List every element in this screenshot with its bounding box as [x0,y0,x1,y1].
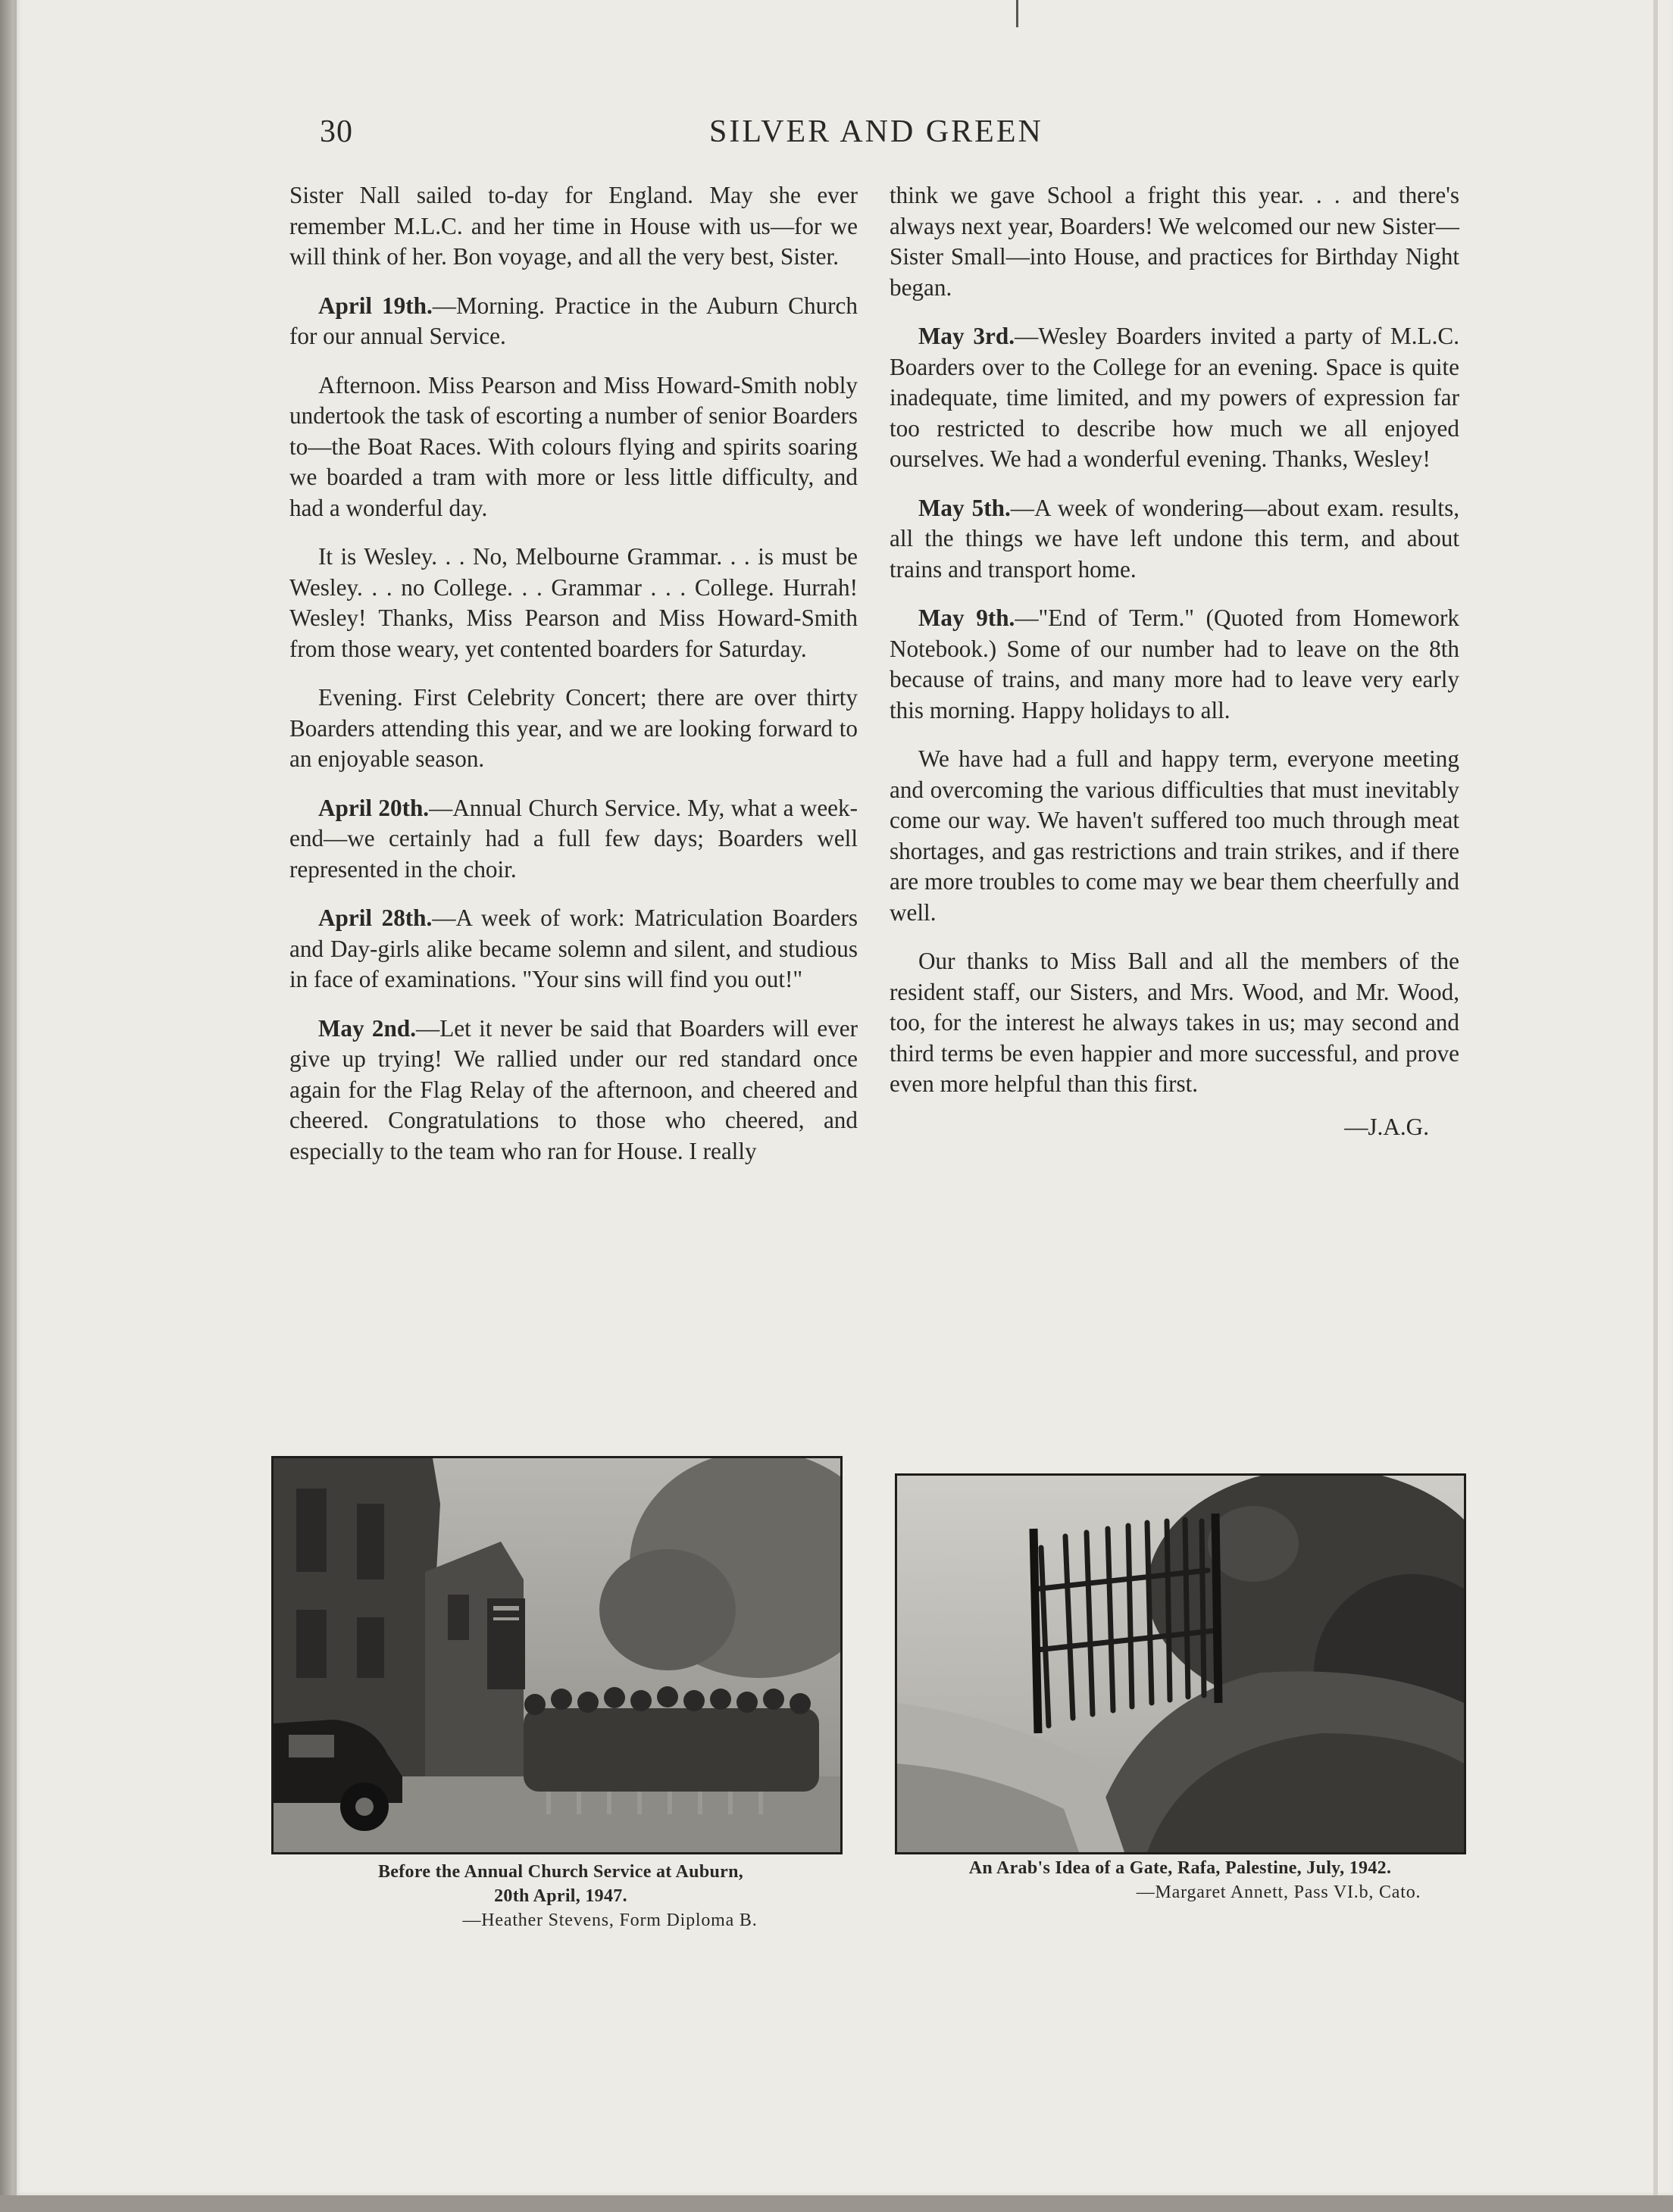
paragraph-text: Afternoon. Miss Pearson and Miss Howard-Smith nobly undertook the task of escorting a number of senior Boarders to—the Boat Races. With colours flying and spirits soaring we boarded a tram with more or less little difficulty, and had a wonderful day. [289,371,858,521]
paragraph-text: —"End of Term." (Quoted from Homework Notebook.) Some of our number had to leave on the 8th because of trains, and many more had to leave very early this morning. Happy holidays to all. [890,605,1459,723]
entry-date: May 9th. [918,605,1015,631]
photo-church-service [271,1456,843,1854]
paragraph-text: —A week of wondering—about exam. results, all the things we have left undone this term, and about trains and transport home. [890,494,1460,583]
paragraph [289,542,858,664]
binding-edge [0,0,14,2212]
paragraph [289,793,858,886]
right-column [890,180,1459,1161]
entry-date: May 3rd. [918,323,1015,349]
left-column [289,180,858,1185]
paragraph [890,180,1459,303]
paragraph-text: Evening. First Celebrity Concert; there are over thirty Boarders attending this year, and we are looking forward to an enjoyable season. [289,684,858,772]
paragraph [289,291,858,352]
entry-date: May 5th. [918,494,1011,521]
entry-date: April 28th. [318,904,433,931]
paragraph [890,493,1459,586]
photo-church-image [274,1458,840,1852]
paragraph-text: We have had a full and happy term, everyone meeting and overcoming the various difficulties that must inevitably come our way. We haven't suffered too much through meat shortages, and gas restrictions and train strikes, and if there are more troubles to come may we bear them cheerfully and well. [890,745,1459,926]
paragraph-text: think we gave School a fright this year. . . and there's always next year, Boarders! We welcomed our new Sister—Sister Small—into House, and practices for Birthday Night began. [890,182,1459,301]
caption-title: Before the Annual Church Service at Auburn, [377,1862,744,1882]
photo-gate-image [897,1476,1464,1852]
signature: —J.A.G. [1344,1113,1429,1140]
paragraph-text: Our thanks to Miss Ball and all the members of the resident staff, our Sisters, and Mrs. Wood, and Mr. Wood, too, for the interest he always takes in us; may second and third terms be even happier and more successful, and prove even more helpful than this first. [890,948,1459,1097]
entry-date: April 19th. [318,292,433,319]
caption-title: An Arab's Idea of a Gate, Rafa, Palestine, July, 1942. [968,1858,1392,1878]
paragraph-text: —Let it never be said that Boarders will ever give up trying! We rallied under our red standard once again for the Flag Relay of the afternoon, and cheered and cheered. Congratulations to those who cheered, and especially to the team who ran for House. I really [289,1014,858,1164]
paragraph [289,180,858,273]
caption-date: 20th April, 1947. [494,1886,627,1906]
page-edge [1653,0,1658,2212]
entry-date: April 20th. [318,794,430,821]
photo-arab-gate [895,1473,1466,1854]
crop-mark [1016,0,1018,27]
paragraph [890,321,1459,475]
entry-date: May 2nd. [318,1014,417,1042]
paragraph [890,946,1459,1100]
page-title: SILVER AND GREEN [709,114,1043,149]
bottom-edge [0,2195,1673,2212]
paragraph [289,683,858,775]
paragraph [289,1014,858,1167]
paragraph [289,903,858,995]
photo-credit: —Margaret Annett, Pass VI.b, Cato. [1136,1882,1421,1902]
page-number: 30 [320,114,353,149]
paragraph-text: —Wesley Boarders invited a party of M.L.C. Boarders over to the College for an evening. Space is quite inadequate, time limited, and my powers of expression far too restricted to describe how much we all enjoyed ourselves. We had a wonderful evening. Thanks, Wesley! [890,323,1459,472]
paragraph [890,603,1459,726]
paragraph-text: Sister Nall sailed to-day for England. May she ever remember M.L.C. and her time in House with us—for we will think of her. Bon voyage, and all the very best, Sister. [289,182,858,270]
photo-credit: —Heather Stevens, Form Diploma B. [462,1911,758,1930]
paragraph-text: —Morning. Practice in the Auburn Church for our annual Service. [289,292,858,349]
paragraph-text: —A week of work: Matriculation Boarders and Day-girls alike became solemn and silent, and studious in face of examinations. "Your sins will find you out!" [289,904,858,992]
paragraph-text: —Annual Church Service. My, what a week-end—we certainly had a full few days; Boarders well represented in the choir. [289,794,858,883]
paragraph [890,744,1459,928]
caption-arab-gate [879,1856,1481,1904]
paragraph [289,370,858,524]
paragraph-text: It is Wesley. . . No, Melbourne Grammar. . . is must be Wesley. . . no College. . . Grammar . . . College. Hurrah! Wesley! Thanks, Miss Pearson and Miss Howard-Smith from those weary, yet contented boarders for Saturday. [289,543,858,662]
caption-church-service [303,1860,818,1932]
